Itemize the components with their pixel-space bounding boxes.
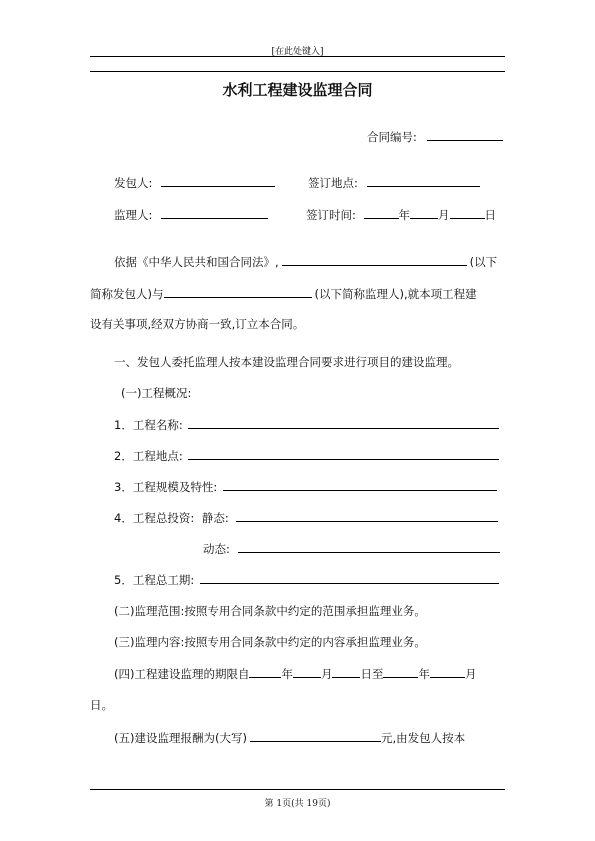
period-month-label: 月 bbox=[320, 667, 333, 681]
employer-name-field[interactable] bbox=[282, 253, 467, 266]
page-footer: 第 1页(共 19页) bbox=[264, 799, 331, 809]
contract-number-label: 合同编号: bbox=[367, 130, 417, 144]
supervision-scope: (二)监理范围:按照专用合同条款中约定的范围承担监理业务。 bbox=[114, 604, 426, 618]
period-end-month-label: 月 bbox=[464, 667, 477, 681]
project-name-field[interactable] bbox=[188, 416, 499, 429]
static-investment-field[interactable] bbox=[236, 509, 498, 522]
project-scale-label: 3．工程规模及特性: bbox=[114, 480, 218, 494]
static-label: 静态: bbox=[201, 511, 229, 525]
month-label: 月 bbox=[438, 208, 450, 222]
sign-place-field[interactable] bbox=[367, 174, 480, 187]
intro-line-2 bbox=[90, 285, 477, 302]
contract-number-row bbox=[367, 128, 503, 145]
fee-text-end: 元,由发包人按本 bbox=[380, 731, 466, 745]
investment-label: 4．工程总投资: bbox=[114, 511, 195, 525]
header-rule-top bbox=[90, 56, 505, 57]
footer-rule bbox=[90, 789, 505, 790]
sign-day-field[interactable] bbox=[450, 206, 485, 219]
sign-place-label: 签订地点: bbox=[308, 176, 358, 190]
duration-field[interactable] bbox=[200, 571, 499, 584]
overview-heading: (一)工程概况: bbox=[121, 386, 192, 400]
sign-place-row bbox=[308, 174, 480, 191]
intro-text-1a: 依据《中华人民共和国合同法》, bbox=[114, 255, 279, 269]
item-total-investment bbox=[114, 509, 498, 526]
employer-field[interactable] bbox=[161, 174, 275, 187]
intro-text-2a: 简称发包人)与 bbox=[90, 287, 164, 301]
sign-year-field[interactable] bbox=[364, 206, 399, 219]
supervisor-name-field[interactable] bbox=[164, 285, 312, 298]
intro-line-1 bbox=[114, 253, 497, 270]
project-name-label: 1．工程名称: bbox=[114, 418, 183, 432]
sign-month-field[interactable] bbox=[410, 206, 438, 219]
intro-text-2b: (以下简称监理人),就本项工程建 bbox=[314, 287, 477, 301]
sign-time-row bbox=[306, 206, 496, 223]
period-end-year[interactable] bbox=[383, 665, 418, 678]
supervision-content: (三)监理内容:按照专用合同条款中约定的内容承担监理业务。 bbox=[114, 635, 426, 649]
item-project-location bbox=[114, 447, 499, 464]
item-total-duration bbox=[114, 571, 499, 588]
supervision-period bbox=[114, 665, 476, 682]
period-to-label: 日至 bbox=[360, 667, 384, 681]
employer-label: 发包人: bbox=[114, 176, 153, 190]
item-dynamic-investment bbox=[203, 540, 500, 557]
period-end-month[interactable] bbox=[430, 665, 465, 678]
period-text: (四)工程建设监理的期限自 bbox=[114, 667, 250, 681]
supervision-fee bbox=[114, 729, 465, 746]
project-location-field[interactable] bbox=[188, 447, 499, 460]
intro-text-1b: (以下 bbox=[469, 255, 498, 269]
fee-text: (五)建设监理报酬为(大写) bbox=[114, 731, 247, 745]
item-project-name bbox=[114, 416, 499, 433]
project-scale-field[interactable] bbox=[223, 478, 497, 491]
period-end-year-label: 年 bbox=[418, 667, 430, 681]
duration-label: 5．工程总工期: bbox=[114, 573, 195, 587]
year-label: 年 bbox=[398, 208, 411, 222]
dynamic-investment-field[interactable] bbox=[238, 540, 500, 553]
supervisor-label: 监理人: bbox=[114, 208, 153, 222]
contract-number-field[interactable] bbox=[427, 128, 503, 141]
document-title: 水利工程建设监理合同 bbox=[222, 81, 373, 99]
dynamic-label: 动态: bbox=[203, 542, 230, 556]
period-start-month[interactable] bbox=[293, 665, 321, 678]
intro-line-3: 设有关事项,经双方协商一致,订立本合同。 bbox=[90, 317, 305, 331]
project-location-label: 2．工程地点: bbox=[114, 449, 183, 463]
page-header: [在此处键入] bbox=[271, 47, 324, 57]
fee-amount-field[interactable] bbox=[250, 729, 381, 742]
supervision-period-end: 日。 bbox=[90, 698, 113, 712]
employer-row bbox=[114, 174, 275, 191]
supervisor-row bbox=[114, 206, 268, 223]
clause-1: 一、发包人委托监理人按本建设监理合同要求进行项目的建设监理。 bbox=[114, 355, 459, 369]
period-year-label: 年 bbox=[281, 667, 293, 681]
period-start-day[interactable] bbox=[332, 665, 360, 678]
header-rule-bottom bbox=[90, 71, 505, 72]
sign-time-label: 签订时间: bbox=[306, 208, 356, 222]
item-project-scale bbox=[114, 478, 497, 495]
supervisor-field[interactable] bbox=[161, 206, 268, 219]
period-start-year[interactable] bbox=[249, 665, 281, 678]
day-label: 日 bbox=[484, 208, 497, 222]
